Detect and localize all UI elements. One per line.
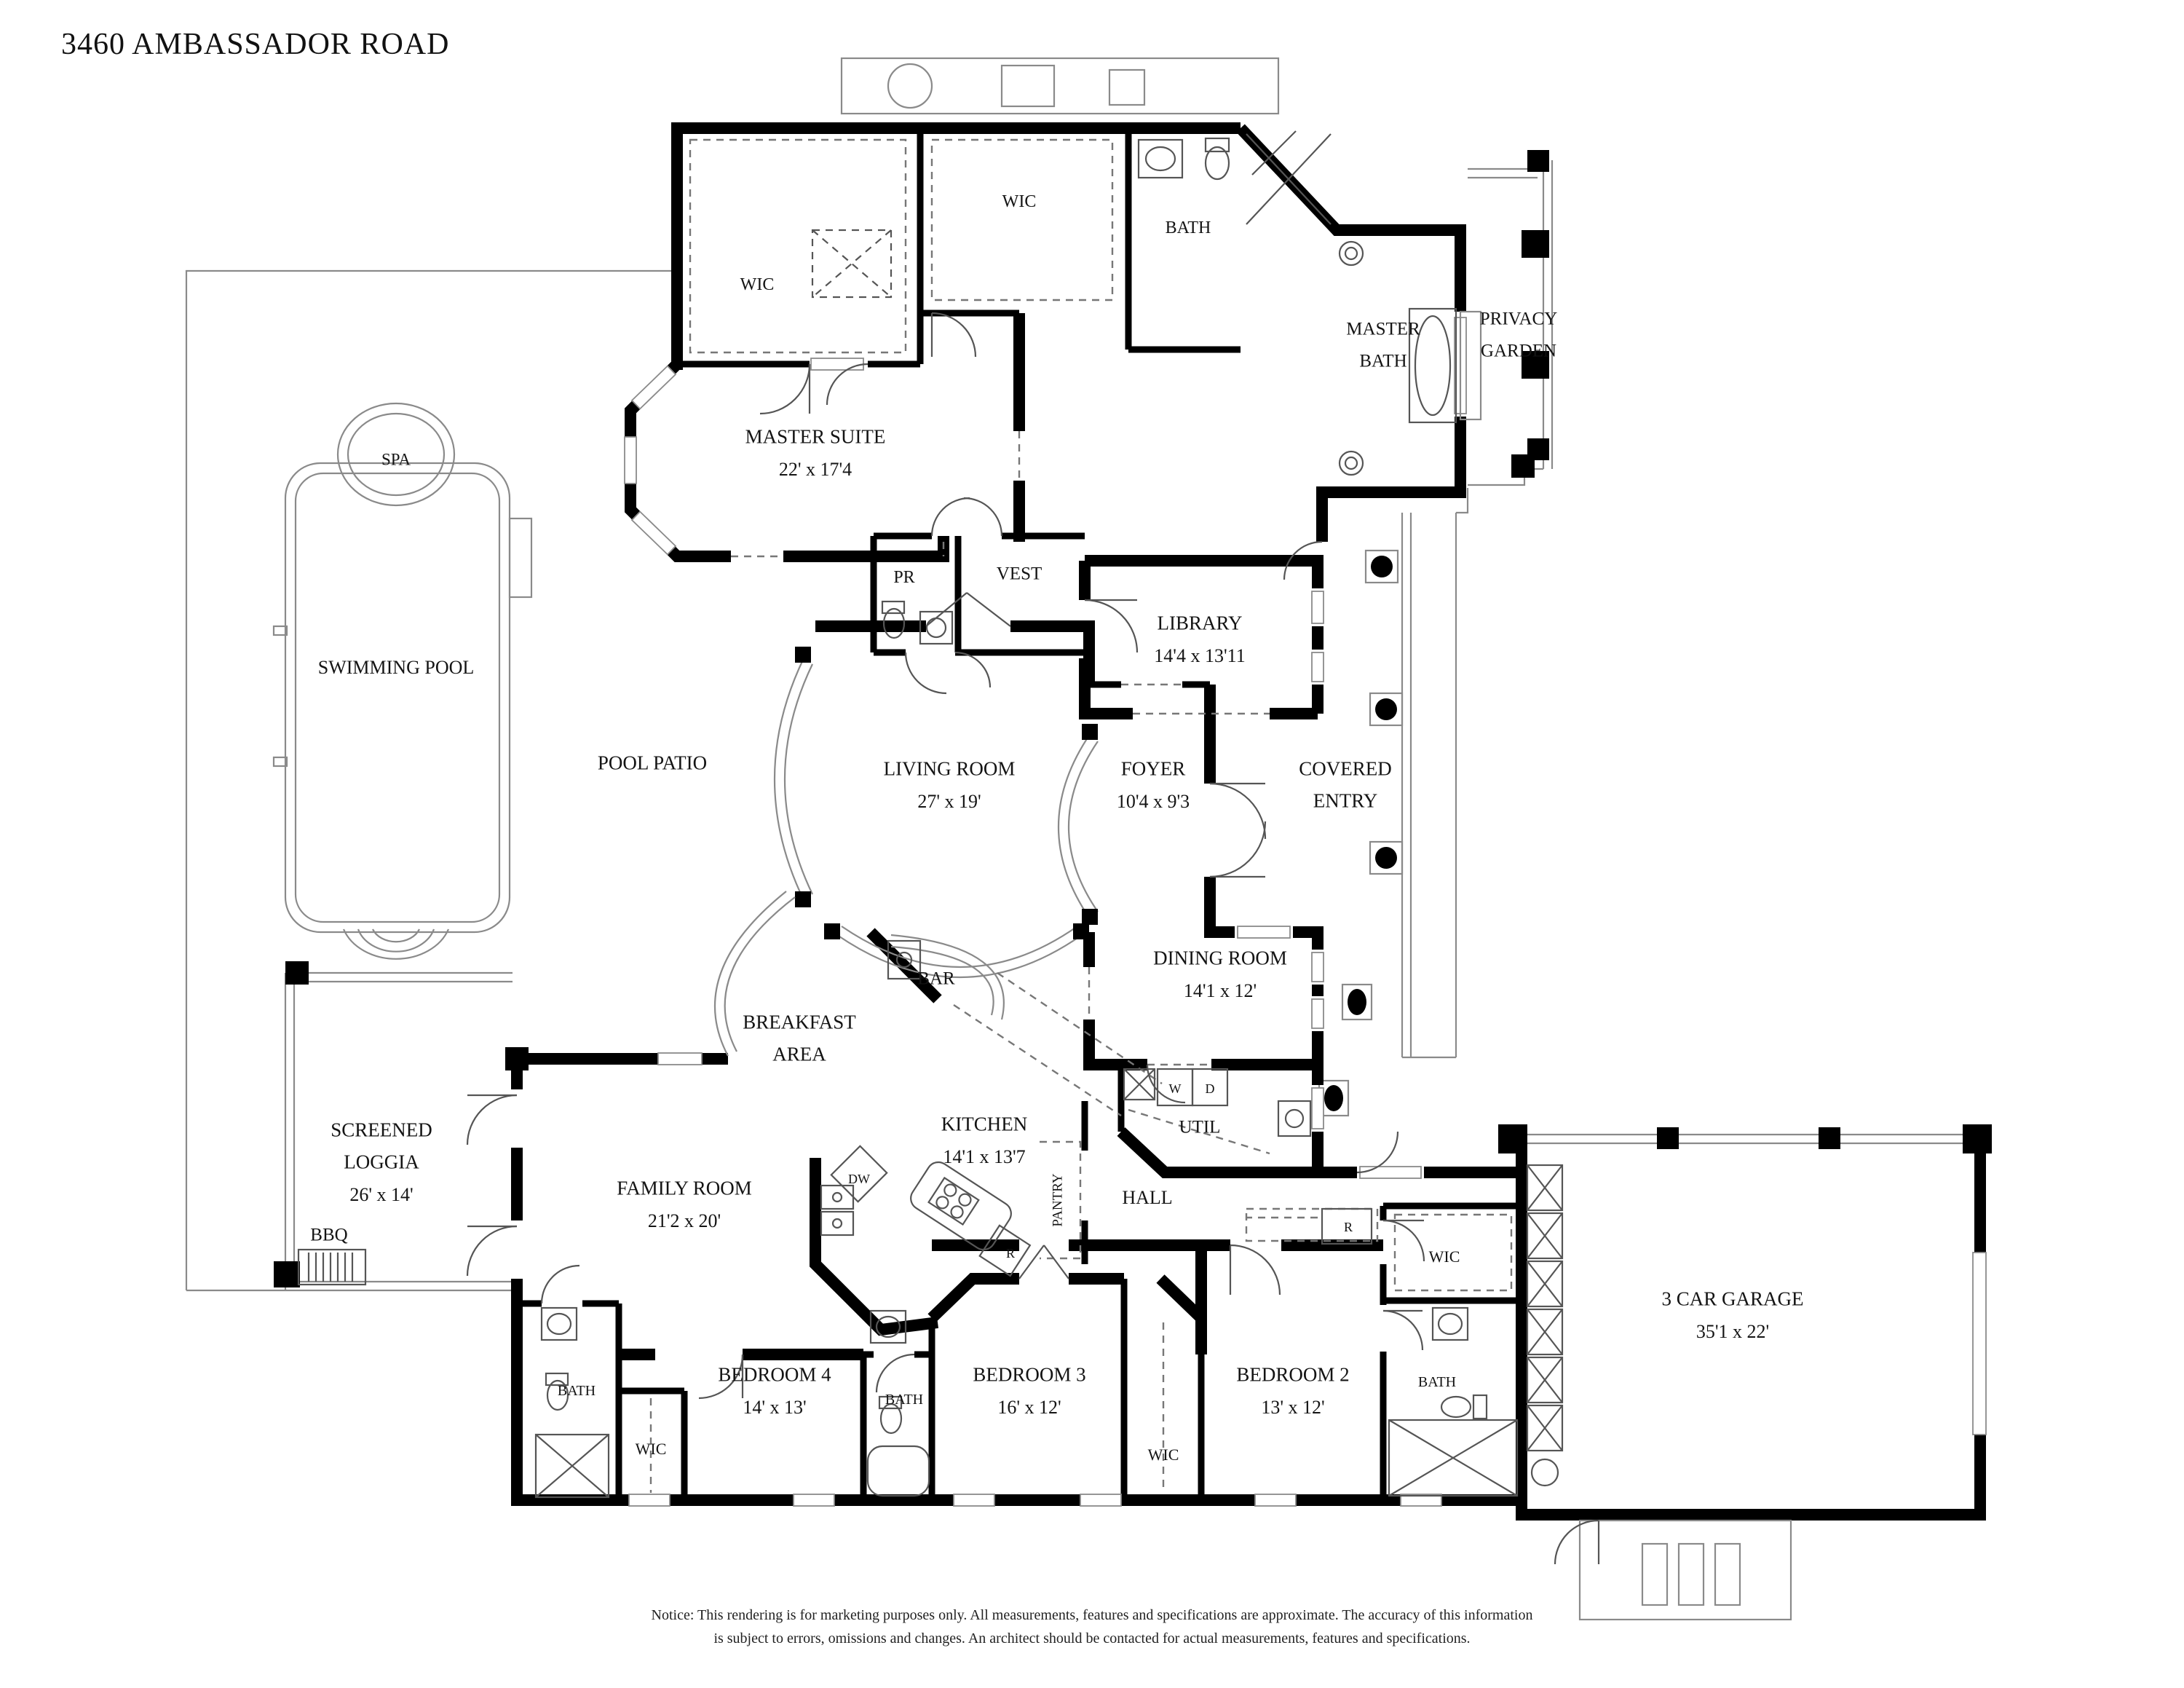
dryer-label: D xyxy=(1205,1081,1215,1096)
breakfast-line1-label: BREAKFAST xyxy=(743,1011,856,1033)
screened-loggia-line1-label: SCREENED xyxy=(331,1119,432,1141)
notice-line2: is subject to errors, omissions and changes. An architect should be contacted for actual measurements, features and specifications. xyxy=(713,1631,1471,1647)
master-suite-name-label: MASTER SUITE xyxy=(745,425,886,448)
garage-post-1 xyxy=(1498,1124,1527,1153)
covered-entry-outline xyxy=(1319,454,1535,1116)
master-bath-line1-label: MASTER xyxy=(1346,318,1420,339)
entry-column-3 xyxy=(1375,847,1397,869)
covered-entry-line1-label: COVERED xyxy=(1299,757,1392,780)
entry-column-2 xyxy=(1375,698,1397,720)
bedroom3-dims-label: 16' x 12' xyxy=(997,1396,1061,1418)
breakfast-line2-label: AREA xyxy=(772,1043,826,1065)
notice-line1: Notice: This rendering is for marketing purposes only. All measurements, features and specifications are approximate. The accuracy of this information xyxy=(651,1608,1533,1624)
entry-corner-pillar xyxy=(1511,454,1535,478)
swimming-pool-label: SWIMMING POOL xyxy=(317,656,475,678)
living-room-name-label: LIVING ROOM xyxy=(883,757,1016,780)
master-bath-line2-label: BATH xyxy=(1359,350,1407,371)
bedroom3-name-label: BEDROOM 3 xyxy=(973,1363,1086,1386)
screened-loggia-line2-label: LOGGIA xyxy=(344,1151,419,1173)
entry-column-1 xyxy=(1371,556,1393,577)
wic-bottom-mid-label: WIC xyxy=(1147,1447,1179,1464)
garage-name-label: 3 CAR GARAGE xyxy=(1661,1287,1804,1310)
covered-entry-line2-label: ENTRY xyxy=(1313,789,1378,812)
bedroom2-name-label: BEDROOM 2 xyxy=(1236,1363,1350,1386)
wic-1-label: WIC xyxy=(740,274,775,294)
wic-bottom-left-label: WIC xyxy=(635,1441,667,1459)
vest-label: VEST xyxy=(996,563,1042,584)
kitchen-dims-label: 14'1 x 13'7 xyxy=(943,1145,1026,1167)
loggia-pillar-top xyxy=(285,961,309,985)
bbq-grill xyxy=(298,1250,365,1285)
bedroom4-dims-label: 14' x 13' xyxy=(743,1396,807,1418)
privacy-garden-line1-label: PRIVACY xyxy=(1479,308,1558,329)
equipment-pad xyxy=(842,58,1278,114)
privacy-garden-line2-label: GARDEN xyxy=(1480,340,1557,361)
rear-column-1 xyxy=(1348,989,1366,1015)
bath-mid-label: BATH xyxy=(885,1392,924,1408)
swimming-pool-shape xyxy=(274,403,531,959)
garage-post-2 xyxy=(1657,1127,1679,1149)
garden-pillar-1 xyxy=(1527,150,1549,172)
bedroom4-name-label: BEDROOM 4 xyxy=(718,1363,831,1386)
screened-loggia-dims-label: 26' x 14' xyxy=(349,1183,414,1205)
garage-post-3 xyxy=(1819,1127,1840,1149)
door-swings xyxy=(467,313,1424,1398)
pantry-label: PANTRY xyxy=(1051,1173,1067,1227)
family-room-name-label: FAMILY ROOM xyxy=(617,1177,752,1199)
dishwasher-label: DW xyxy=(848,1172,870,1186)
hall-label: HALL xyxy=(1122,1186,1173,1208)
garage-post-corner xyxy=(1963,1124,1992,1153)
living-room-dims-label: 27' x 19' xyxy=(917,790,981,812)
curved-window-bays xyxy=(715,647,1098,1056)
family-room-dims-label: 21'2 x 20' xyxy=(647,1210,721,1231)
library-name-label: LIBRARY xyxy=(1157,612,1243,634)
master-suite-dims-label: 22' x 17'4 xyxy=(778,458,852,480)
r-hall-label: R xyxy=(1343,1220,1353,1234)
bath-bottom-left-label: BATH xyxy=(557,1384,596,1400)
washer-label: W xyxy=(1168,1081,1182,1096)
wic-2-label: WIC xyxy=(1002,191,1037,211)
garage-dims-label: 35'1 x 22' xyxy=(1696,1320,1770,1342)
rear-column-2 xyxy=(1324,1085,1343,1111)
bar-label: BAR xyxy=(917,968,955,989)
kitchen-name-label: KITCHEN xyxy=(941,1113,1028,1135)
library-dims-label: 14'4 x 13'11 xyxy=(1154,644,1246,666)
dining-room-name-label: DINING ROOM xyxy=(1153,947,1287,969)
spa-label: SPA xyxy=(381,451,411,470)
garden-pillar-2 xyxy=(1522,230,1549,258)
range-kitchen-label: R xyxy=(1005,1246,1016,1261)
loggia-pillar-bottom xyxy=(274,1261,300,1287)
util-label: UTIL xyxy=(1179,1116,1221,1137)
dining-room-dims-label: 14'1 x 12' xyxy=(1183,979,1257,1001)
foyer-name-label: FOYER xyxy=(1120,757,1186,780)
wic-garage-label: WIC xyxy=(1428,1249,1460,1266)
bath-right-label: BATH xyxy=(1417,1375,1457,1391)
bedroom2-dims-label: 13' x 12' xyxy=(1261,1396,1325,1418)
bath-top-label: BATH xyxy=(1165,217,1211,237)
garage-storage-shelves xyxy=(1527,1165,1562,1486)
pr-label: PR xyxy=(893,567,915,587)
family-room-corner-post xyxy=(505,1047,529,1070)
page-title: 3460 AMBASSADOR ROAD xyxy=(61,26,450,61)
bbq-label: BBQ xyxy=(310,1224,348,1245)
pool-patio-label: POOL PATIO xyxy=(597,752,708,774)
foyer-dims-label: 10'4 x 9'3 xyxy=(1116,790,1190,812)
